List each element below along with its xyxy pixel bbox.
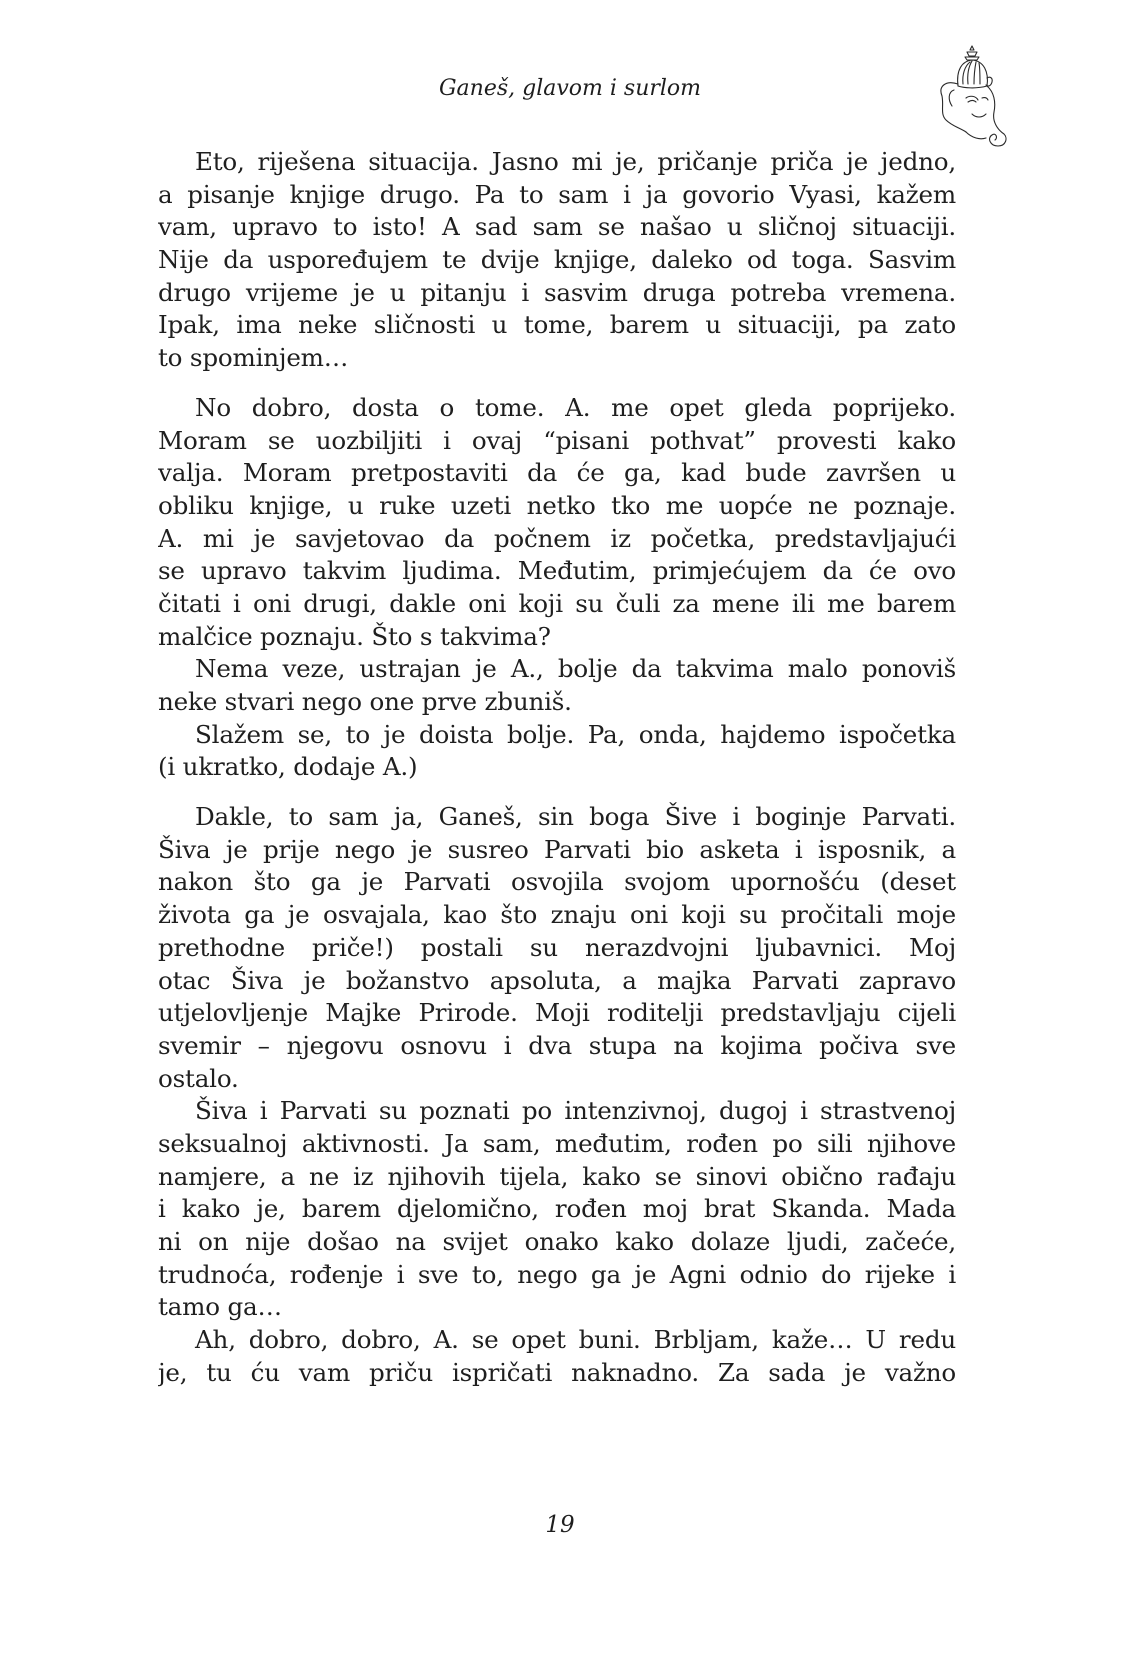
text-line: neke stvari nego one prve zbuniš. [158, 687, 572, 716]
text-line: se upravo takvim ljudima. Međutim, primjećujem da će ovo [158, 556, 956, 586]
text-line: čitati i oni drugi, dakle oni koji su čuli za mene ili me barem [158, 588, 956, 618]
text-line: je, tu ću vam priču ispričati naknadno. Za sada je važno [158, 1357, 956, 1387]
text-line: Nije da uspoređujem te dvije knjige, daleko od toga. Sasvim [158, 245, 956, 275]
text-line: to spominjem… [158, 343, 349, 373]
text-line: malčice poznaju. Što s takvima? [158, 621, 551, 651]
text-line: (i ukratko, dodaje A.) [158, 752, 418, 782]
paragraph [158, 1324, 956, 1389]
text-line: Moram se uozbiljiti i ovaj “pisani pothvat” provesti kako [158, 425, 956, 455]
text-line: prethodne priče!) postali su nerazdvojni ljubavnici. Moj [158, 932, 956, 962]
text-line: vam, upravo to isto! A sad sam se našao u sličnoj situaciji. [158, 212, 956, 242]
text-line: Slažem se, to je doista bolje. Pa, onda, hajdemo ispočetka [195, 719, 956, 749]
text-line: Šiva i Parvati su poznati po intenzivnoj, dugoj i strastvenoj [195, 1096, 956, 1126]
running-title: Ganeš, glavom i surlom [438, 76, 702, 101]
text-line: i kako je, barem djelomično, rođen moj brat Skanda. Mada [158, 1194, 956, 1224]
text-line: No dobro, dosta o tome. A. me opet gleda poprijeko. [195, 392, 956, 422]
text-line: Ipak, ima neke sličnosti u tome, barem u situaciji, pa zato [158, 310, 956, 340]
page-number: 19 [545, 1512, 575, 1538]
section-gap [158, 375, 956, 392]
text-line: otac Šiva je božanstvo apsoluta, a majka Parvati zapravo [158, 965, 956, 995]
paragraph [158, 146, 956, 375]
text-line: Dakle, to sam ja, Ganeš, sin boga Šive i boginje Parvati. [195, 802, 956, 832]
text-line: A. mi je savjetovao da počnem iz početka, predstavljajući [158, 523, 956, 553]
text-line: nakon što ga je Parvati osvojila svojom upornošću (deset [158, 867, 956, 897]
section-gap [158, 784, 956, 801]
text-line: ni on nije došao na svijet onako kako dolaze ljudi, začeće, [158, 1227, 956, 1256]
paragraph [158, 1095, 956, 1324]
text-line: Ah, dobro, dobro, A. se opet buni. Brbljam, kaže… U redu [195, 1325, 956, 1355]
text-line: a pisanje knjige drugo. Pa to sam i ja govorio Vyasi, kažem [158, 179, 956, 209]
text-line: Nema veze, ustrajan je A., bolje da takvima malo ponoviš [195, 654, 956, 684]
text-line: drugo vrijeme je u pitanju i sasvim druga potreba vremena. [158, 277, 956, 307]
text-line: seksualnoj aktivnosti. Ja sam, međutim, rođen po sili njihove [158, 1128, 956, 1158]
text-line: života ga je osvajala, kao što znaju oni koji su pročitali moje [158, 900, 956, 930]
text-line: valja. Moram pretpostaviti da će ga, kad bude završen u [158, 458, 956, 488]
paragraph [158, 801, 956, 1095]
text-line: trudnoća, rođenje i sve to, nego ga je Agni odnio do rijeke i [158, 1259, 956, 1289]
text-line: obliku knjige, u ruke uzeti netko tko me uopće ne poznaje. [158, 490, 956, 520]
text-line: namjere, a ne iz njihovih tijela, kako se sinovi obično rađaju [158, 1161, 956, 1191]
text-line: Eto, riješena situacija. Jasno mi je, pričanje priča je jedno, [195, 147, 956, 176]
paragraph [158, 392, 956, 654]
text-line: svemir – njegovu osnovu i dva stupa na kojima počiva sve [158, 1030, 956, 1060]
body-text [158, 146, 956, 1389]
text-line: tamo ga… [158, 1292, 282, 1322]
text-line: Šiva je prije nego je susreo Parvati bio asketa i isposnik, a [158, 834, 956, 864]
paragraph [158, 653, 956, 718]
text-line: ostalo. [158, 1063, 239, 1093]
text-line: utjelovljenje Majke Prirode. Moji roditelji predstavljaju cijeli [158, 998, 956, 1028]
ganesha-head-icon [932, 40, 1012, 150]
paragraph [158, 719, 956, 784]
